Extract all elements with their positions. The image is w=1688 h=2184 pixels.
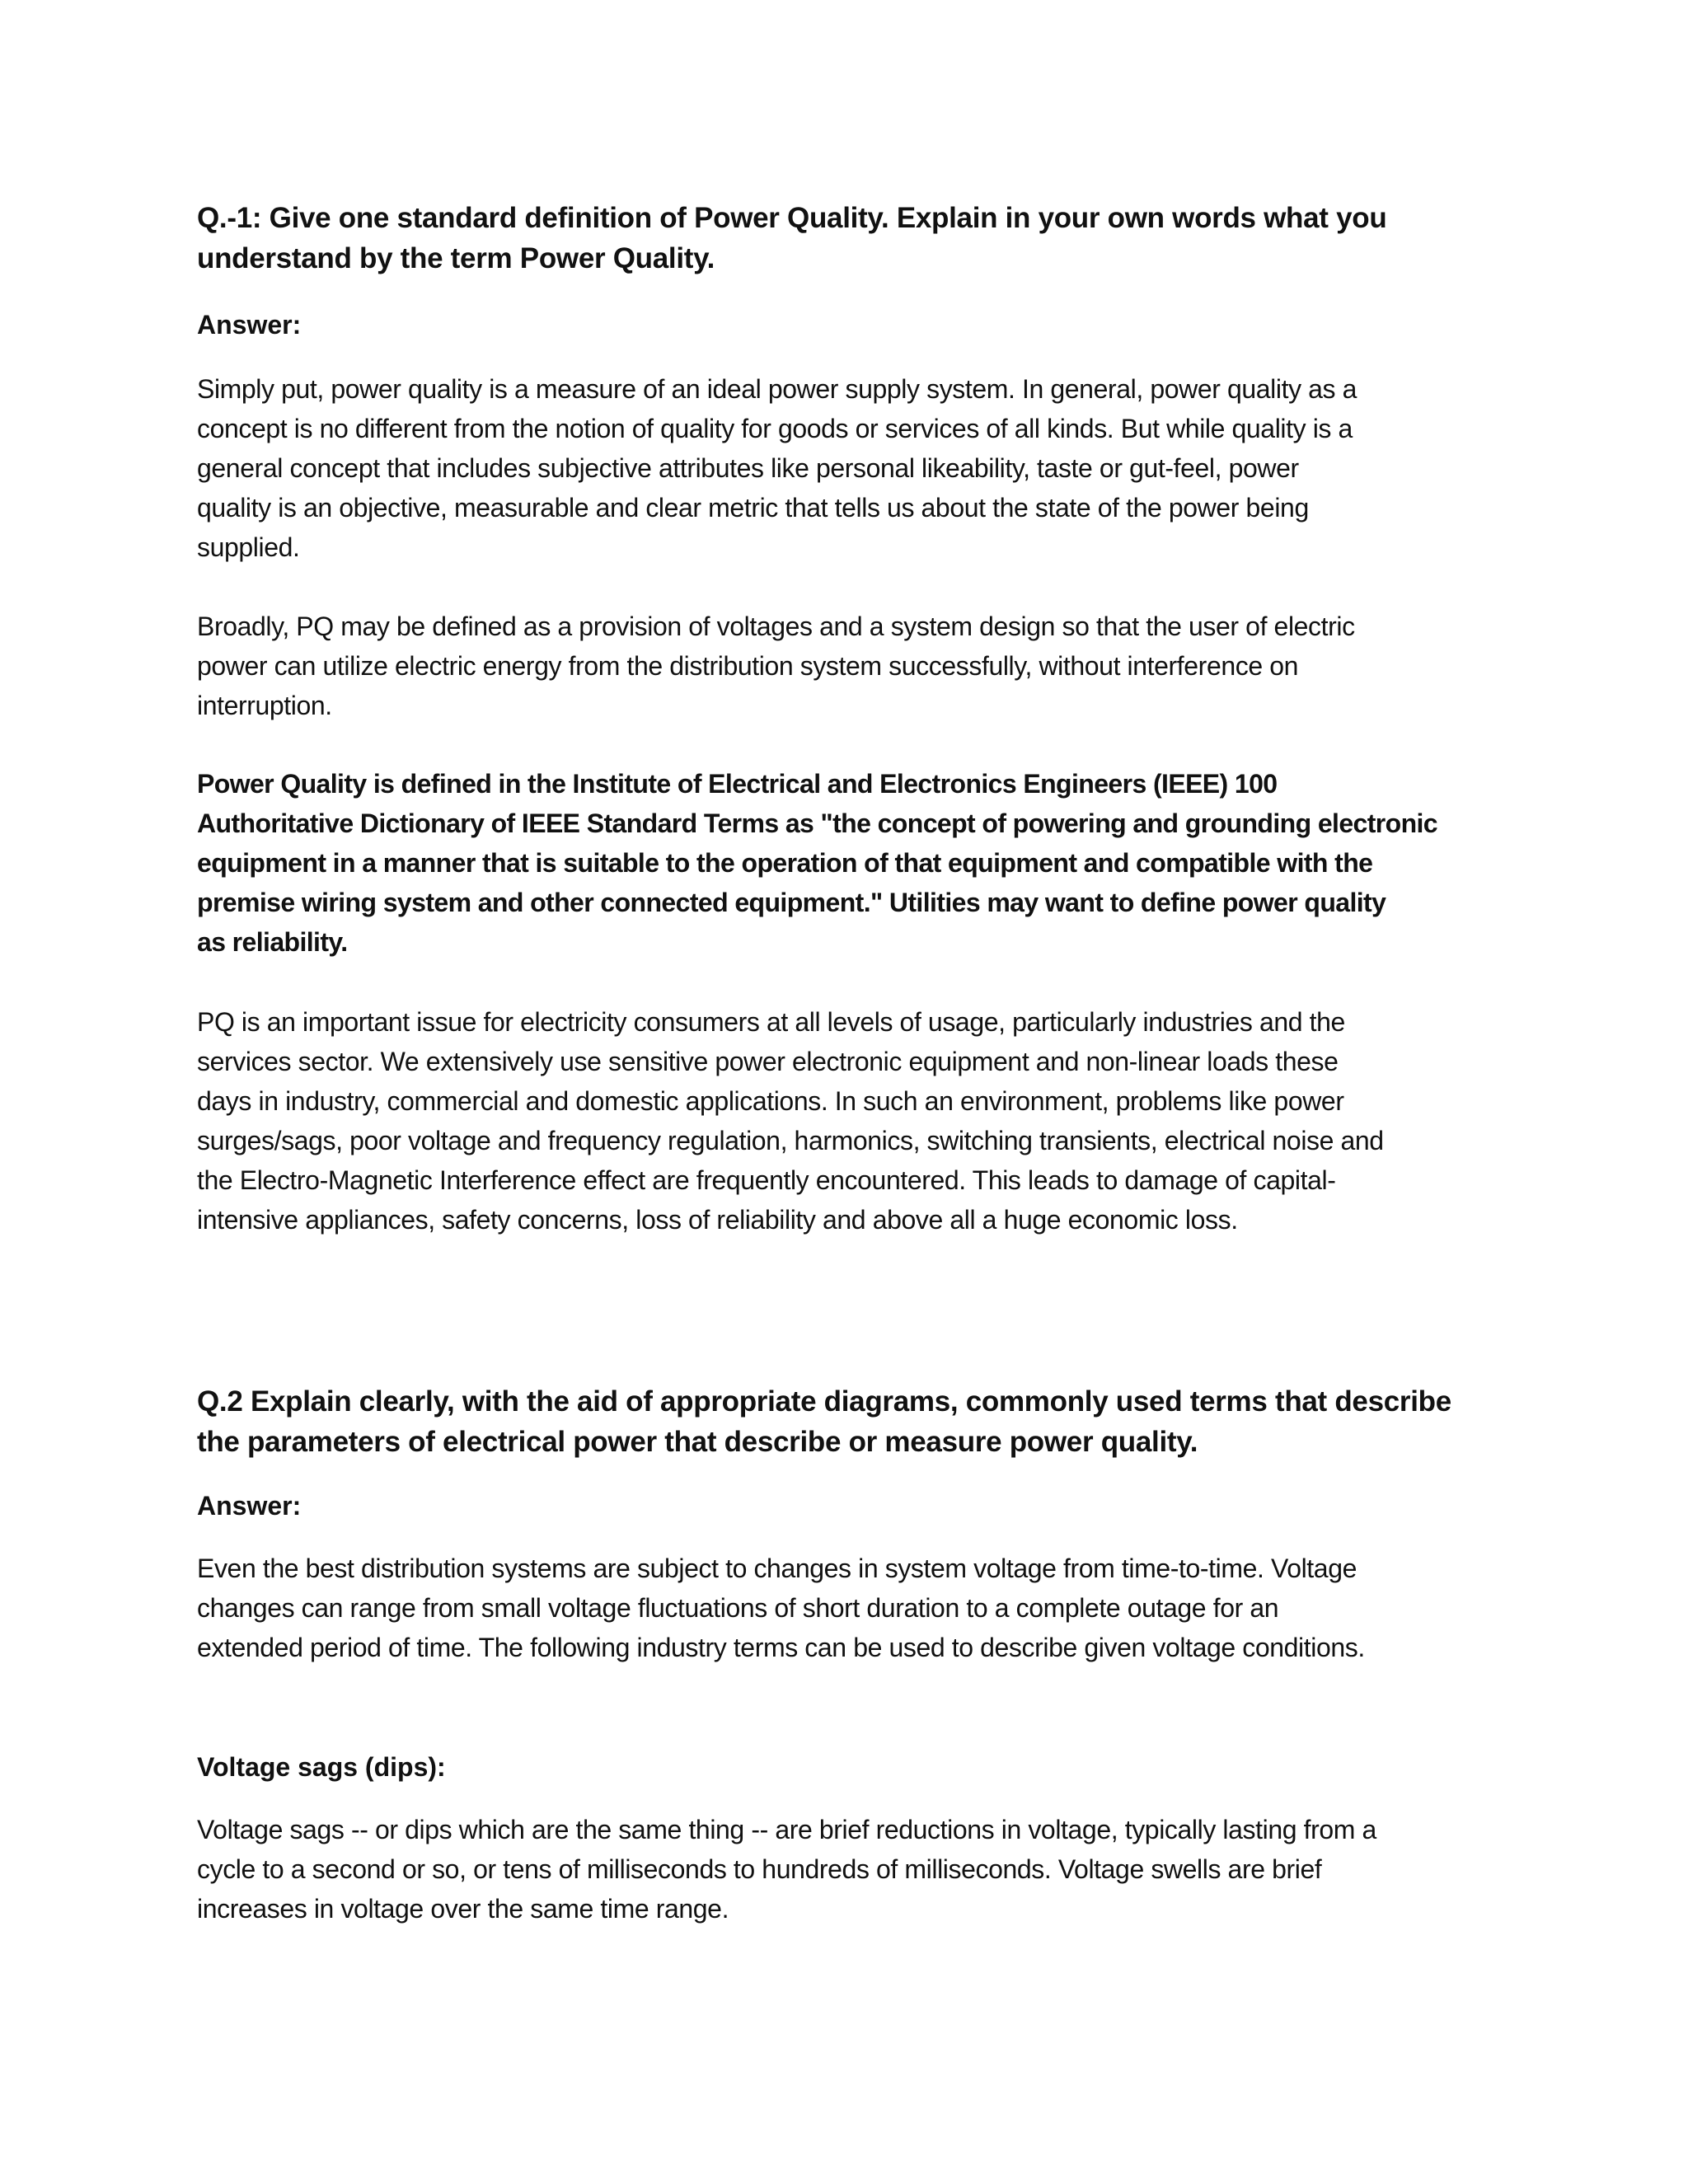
text-line: Authoritative Dictionary of IEEE Standard Terms as "the concept of powering and grounding electronic — [197, 808, 1438, 838]
text-line: interruption. — [197, 691, 332, 720]
text-line: supplied. — [197, 532, 300, 562]
text-line: Simply put, power quality is a measure of an ideal power supply system. In general, power quality as a — [197, 374, 1357, 404]
q1-heading — [197, 198, 1499, 279]
q2-heading-line: Q.2 Explain clearly, with the aid of appropriate diagrams, commonly used terms that describe — [197, 1385, 1451, 1418]
text-line: power can utilize electric energy from the distribution system successfully, without interference on — [197, 651, 1299, 681]
q2-paragraph-1 — [197, 1549, 1499, 1667]
q2-paragraph-2 — [197, 1810, 1499, 1929]
q1-heading-line: understand by the term Power Quality. — [197, 242, 715, 274]
text-line: increases in voltage over the same time range. — [197, 1894, 729, 1924]
text-line: changes can range from small voltage fluctuations of short duration to a complete outage for an — [197, 1593, 1279, 1623]
text-line: as reliability. — [197, 927, 348, 957]
q1-ieee-definition — [197, 764, 1499, 962]
q1-answer-label: Answer: — [197, 310, 302, 340]
text-line: quality is an objective, measurable and clear metric that tells us about the state of the power being — [197, 493, 1309, 523]
q1-heading-line: Q.-1: Give one standard definition of Power Quality. Explain in your own words what you — [197, 202, 1387, 234]
text-line: the Electro-Magnetic Interference effect are frequently encountered. This leads to damage of capital- — [197, 1165, 1336, 1195]
text-line: Voltage sags -- or dips which are the same thing -- are brief reductions in voltage, typically lasting from a — [197, 1815, 1376, 1844]
q2-answer-label: Answer: — [197, 1491, 302, 1521]
text-line: surges/sags, poor voltage and frequency regulation, harmonics, switching transients, electrical noise and — [197, 1126, 1384, 1155]
text-line: extended period of time. The following industry terms can be used to describe given voltage conditions. — [197, 1633, 1365, 1662]
text-line: premise wiring system and other connected equipment." Utilities may want to define power quality — [197, 888, 1386, 917]
q1-paragraph-4 — [197, 1002, 1499, 1240]
voltage-sags-subheading: Voltage sags (dips): — [197, 1752, 446, 1782]
text-line: cycle to a second or so, or tens of milliseconds to hundreds of milliseconds. Voltage swells are brief — [197, 1854, 1322, 1884]
q1-paragraph-2 — [197, 607, 1499, 725]
q2-heading-line: the parameters of electrical power that describe or measure power quality. — [197, 1426, 1198, 1458]
text-line: Broadly, PQ may be defined as a provision of voltages and a system design so that the user of electric — [197, 612, 1355, 641]
text-line: Even the best distribution systems are subject to changes in system voltage from time-to-time. Voltage — [197, 1554, 1357, 1583]
text-line: concept is no different from the notion of quality for goods or services of all kinds. But while quality is a — [197, 414, 1353, 443]
text-line: PQ is an important issue for electricity consumers at all levels of usage, particularly industries and the — [197, 1007, 1345, 1037]
q1-paragraph-1 — [197, 369, 1499, 567]
q2-heading — [197, 1381, 1499, 1462]
text-line: equipment in a manner that is suitable to the operation of that equipment and compatible with the — [197, 848, 1373, 878]
text-line: general concept that includes subjective attributes like personal likeability, taste or gut-feel, power — [197, 453, 1299, 483]
text-line: days in industry, commercial and domestic applications. In such an environment, problems like power — [197, 1086, 1344, 1116]
text-line: Power Quality is defined in the Institute of Electrical and Electronics Engineers (IEEE) 100 — [197, 769, 1278, 799]
text-line: intensive appliances, safety concerns, loss of reliability and above all a huge economic loss. — [197, 1205, 1238, 1235]
text-line: services sector. We extensively use sensitive power electronic equipment and non-linear loads these — [197, 1047, 1339, 1076]
